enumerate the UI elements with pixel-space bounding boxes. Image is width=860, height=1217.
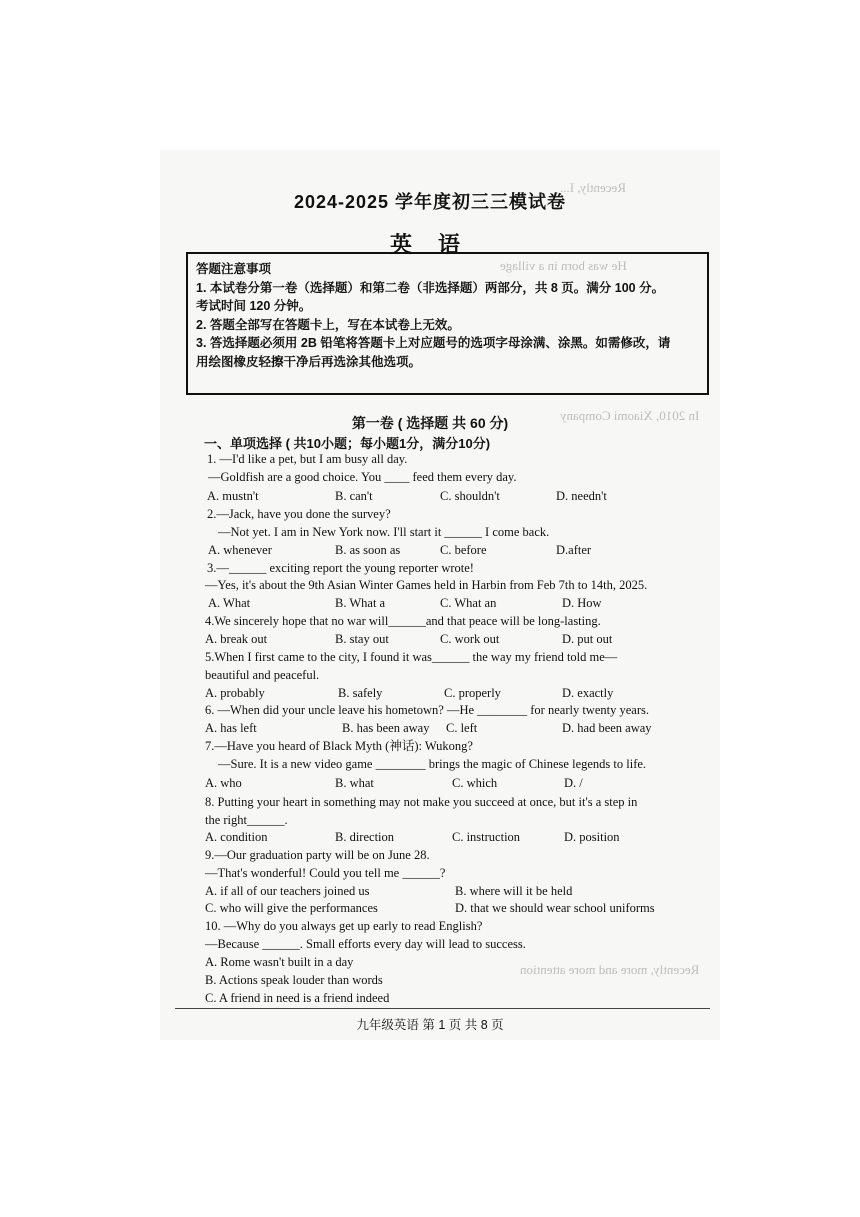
option: C. shouldn't (440, 489, 500, 503)
option: C. before (440, 543, 487, 557)
option: C. A friend in need is a friend indeed (205, 991, 390, 1005)
option: C. which (452, 776, 498, 790)
option: C. left (446, 721, 478, 735)
option: C. properly (444, 686, 501, 700)
bleed-through-text: Recently, more and more attention (520, 962, 700, 977)
notice-item: 2. 答题全部写在答题卡上，写在本试卷上无效。 (196, 317, 460, 332)
subject-title: 英 语 (389, 232, 471, 257)
question-line: 1. —I'd like a pet, but I am busy all day. (207, 452, 408, 466)
option: A. What (208, 596, 251, 610)
question-line: 7.—Have you heard of Black Myth (神话): Wukong? (205, 739, 473, 753)
option: B. where will it be held (455, 884, 573, 898)
section-title: 第一卷 ( 选择题 共 60 分) (351, 415, 509, 431)
notice-box (186, 252, 709, 395)
question-line: 2.—Jack, have you done the survey? (207, 507, 391, 521)
option: A. probably (205, 686, 265, 700)
option: D. that we should wear school uniforms (455, 901, 655, 915)
bleed-through-text: He was born in a village (500, 258, 627, 273)
question-line: 10. —Why do you always get up early to read English? (205, 919, 483, 933)
option: B. as soon as (335, 543, 401, 557)
notice-item: 3. 答选择题必须用 2B 铅笔将答题卡上对应题号的选项字母涂满、涂黑。如需修改，请 (196, 336, 671, 350)
option: C. instruction (452, 830, 521, 844)
question-line: the right______. (205, 813, 288, 827)
question-line: —Not yet. I am in New York now. I'll start it ______ I come back. (218, 525, 550, 539)
question-line: 9.—Our graduation party will be on June 28. (205, 848, 430, 862)
option: B. What a (335, 596, 386, 610)
option: D. How (562, 596, 602, 610)
option: A. break out (205, 632, 268, 646)
option: B. has been away (342, 721, 430, 735)
option: D. position (564, 830, 620, 844)
option: D. had been away (562, 721, 652, 735)
notice-item: 考试时间 120 分钟。 (196, 299, 312, 313)
option: A. whenever (208, 543, 272, 557)
option: A. Rome wasn't built in a day (205, 955, 354, 969)
question-line: —Because ______. Small efforts every day will lead to success. (205, 937, 526, 951)
option: C. What an (440, 596, 497, 610)
option: B. stay out (335, 632, 389, 646)
option: A. condition (205, 830, 268, 844)
option: C. work out (440, 632, 500, 646)
option: D. / (564, 776, 583, 790)
option: D. exactly (562, 686, 614, 700)
question-line: 4.We sincerely hope that no war will______and that peace will be long-lasting. (205, 614, 601, 628)
notice-item: 用绘图橡皮轻擦干净后再选涂其他选项。 (196, 354, 422, 369)
bleed-through-text: Recently, I... (560, 180, 626, 195)
question-line: 5.When I first came to the city, I found it was______ the way my friend told me— (205, 650, 618, 664)
notice-heading: 答题注意事项 (196, 262, 272, 276)
question-line: 6. —When did your uncle leave his hometown? —He ________ for nearly twenty years. (205, 703, 649, 717)
option: A. if all of our teachers joined us (205, 884, 370, 898)
question-line: —Sure. It is a new video game ________ brings the magic of Chinese legends to life. (218, 757, 647, 771)
option: D.after (556, 543, 592, 557)
question-line: —That's wonderful! Could you tell me ______? (205, 866, 446, 880)
question-line: —Yes, it's about the 9th Asian Winter Games held in Harbin from Feb 7th to 14th, 2025. (205, 578, 648, 592)
option: A. has left (205, 721, 257, 735)
page-footer: 九年级英语 第 1 页 共 8 页 (356, 1018, 504, 1032)
question-line: 8. Putting your heart in something may not make you succeed at once, but it's a step in (205, 795, 638, 809)
option: B. safely (338, 686, 383, 700)
option: B. can't (335, 489, 373, 503)
option: A. who (205, 776, 242, 790)
question-line: beautiful and peaceful. (205, 668, 320, 682)
bleed-through-text: In 2010, Xiaomi Company (560, 408, 700, 423)
option: C. who will give the performances (205, 901, 378, 915)
option: D. put out (562, 632, 613, 646)
option: D. needn't (556, 489, 607, 503)
option: A. mustn't (207, 489, 259, 503)
part-heading: 一、单项选择 ( 共10小题；每小题1分，满分10分) (204, 436, 491, 451)
option: B. Actions speak louder than words (205, 973, 383, 987)
notice-item: 1. 本试卷分第一卷（选择题）和第二卷（非选择题）两部分，共 8 页。满分 100 分。 (196, 280, 665, 295)
option: B. what (335, 776, 374, 790)
exam-title: 2024-2025 学年度初三三模试卷 (293, 192, 567, 212)
question-line: —Goldfish are a good choice. You ____ feed them every day. (208, 470, 517, 484)
question-line: 3.—______ exciting report the young reporter wrote! (207, 561, 474, 575)
divider (175, 1008, 710, 1009)
option: B. direction (335, 830, 395, 844)
